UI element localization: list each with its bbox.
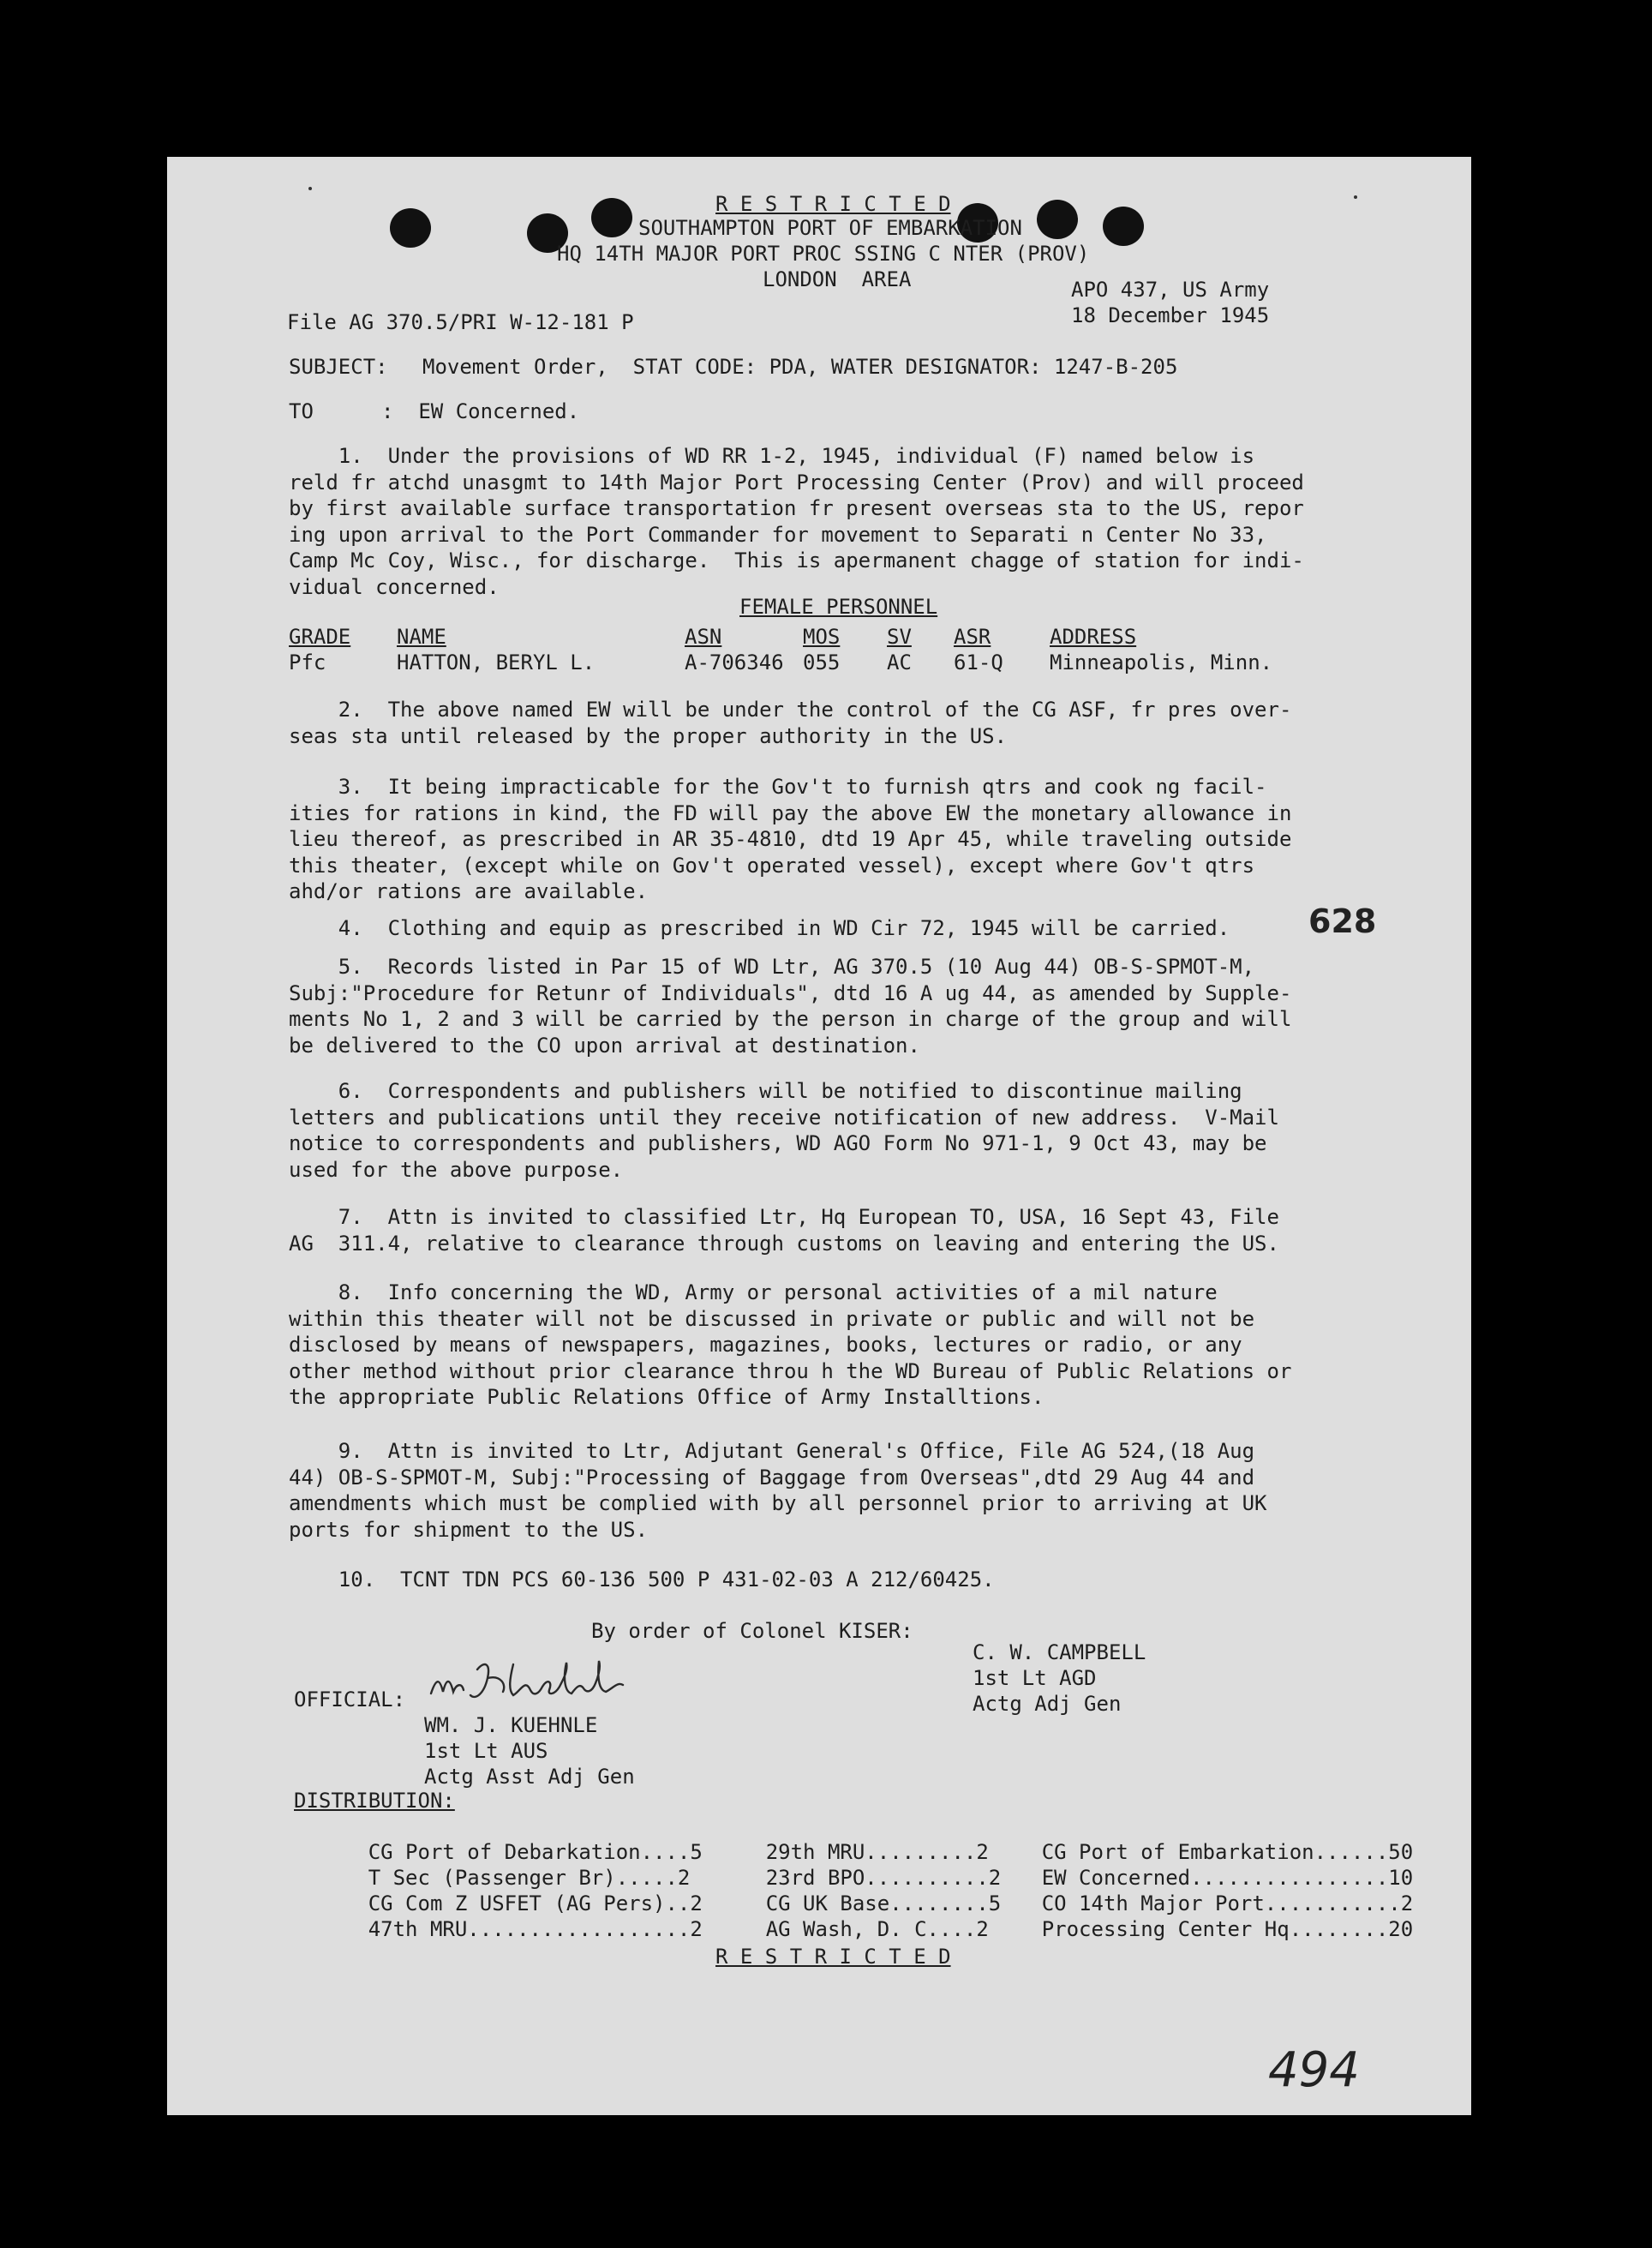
cell-mos: 055 — [803, 650, 841, 674]
paper-speck — [1354, 195, 1357, 199]
header-line2: HQ 14TH MAJOR PORT PROC SSING C NTER (PROV) — [557, 242, 1090, 266]
distribution-entry: CG UK Base........5 — [765, 1891, 1002, 1915]
col-header-address: ADDRESS — [1050, 625, 1137, 649]
paragraph-4: 4. Clothing and equip as prescribed in WD Cir 72, 1945 will be carried. — [289, 916, 1230, 940]
official-title: Actg Asst Adj Gen — [424, 1765, 635, 1789]
paragraph-10: 10. TCNT TDN PCS 60-136 500 P 431-02-03 A 212/60425. — [289, 1568, 995, 1592]
distribution-entry: CG Port of Debarkation....5 — [368, 1840, 703, 1864]
paragraph-3: 3. It being impracticable for the Gov't to furnish qtrs and cook ng facil- ities for rations in kind, the FD will pay the above EW the monetary allowance in lieu thereof, as prescribed in AR 35-4810, dtd 19 Apr 45, while traveling outside this theater, (except while on Gov't operated vessel), except where Gov't qtrs ahd/or rations are available. — [289, 775, 1292, 903]
paper-speck — [308, 187, 312, 190]
cell-asr: 61-Q — [954, 650, 1003, 674]
distribution-entry: 29th MRU.........2 — [765, 1840, 989, 1864]
col-header-grade: GRADE — [289, 625, 351, 649]
col-header-name: NAME — [397, 625, 446, 649]
classification-top: R E S T R I C T E D — [715, 192, 951, 216]
header-line1: SOUTHAMPTON PORT OF EMBARKATION — [638, 216, 1022, 240]
paragraph-5: 5. Records listed in Par 15 of WD Ltr, AG 370.5 (10 Aug 44) OB-S-SPMOT-M, Subj:"Procedure for Retunr of Individuals", dtd 16 A ug 44, as amended by Supple- ments No 1, 2 and 3 will be carried by the person in charge of the group and will be delivered to the CO upon arrival at destination. — [289, 955, 1292, 1058]
page-stamp-628: 628 — [1308, 902, 1377, 940]
order-line: By order of Colonel KISER: — [591, 1619, 913, 1643]
to-label: TO — [289, 399, 314, 423]
official-name: WM. J. KUEHNLE — [424, 1713, 598, 1737]
signer-title: Actg Adj Gen — [973, 1692, 1122, 1716]
col-header-asn: ASN — [685, 625, 722, 649]
col-header-asr: ASR — [954, 625, 991, 649]
classification-bottom: R E S T R I C T E D — [715, 1945, 951, 1969]
official-rank: 1st Lt AUS — [424, 1739, 548, 1763]
distribution-entry: CG Port of Embarkation......50 — [1041, 1840, 1414, 1864]
personnel-section-title: FEMALE PERSONNEL — [739, 595, 938, 619]
paragraph-7: 7. Attn is invited to classified Ltr, Hq European TO, USA, 16 Sept 43, File AG 311.4, relative to clearance through customs on leaving and entering the US. — [289, 1205, 1279, 1256]
distribution-entry: EW Concerned................10 — [1041, 1866, 1414, 1890]
to-text: : EW Concerned. — [381, 399, 580, 423]
signer-name: C. W. CAMPBELL — [973, 1640, 1146, 1664]
distribution-label: DISTRIBUTION: — [294, 1789, 455, 1813]
date-line: 18 December 1945 — [1071, 303, 1270, 327]
cell-sv: AC — [887, 650, 912, 674]
distribution-entry: T Sec (Passenger Br).....2 — [368, 1866, 691, 1890]
cell-address: Minneapolis, Minn. — [1050, 650, 1273, 674]
punch-hole — [591, 198, 632, 237]
cell-name: HATTON, BERYL L. — [397, 650, 596, 674]
paragraph-8: 8. Info concerning the WD, Army or personal activities of a mil nature within this theater will not be discussed in private or public and will not be disclosed by means of newspapers, magazines, books, lectures or radio, or any other method without prior clearance throu h the WD Bureau of Public Relations or the appropriate Public Relations Office of Army Installtions. — [289, 1280, 1292, 1409]
distribution-entry: AG Wash, D. C....2 — [765, 1917, 989, 1941]
paragraph-9: 9. Attn is invited to Ltr, Adjutant General's Office, File AG 524,(18 Aug 44) OB-S-SPMOT-M, Subj:"Processing of Baggage from Overseas",dtd 29 Aug 44 and amendments which must be complied with by all personnel prior to arriving at UK ports for shipment to the US. — [289, 1439, 1267, 1542]
distribution-entry: Processing Center Hq........20 — [1041, 1917, 1414, 1941]
paragraph-1: 1. Under the provisions of WD RR 1-2, 1945, individual (F) named below is reld fr atchd unasgmt to 14th Major Port Processing Center (Prov) and will proceed by first available surface transportation fr present overseas sta to the US, repor ing upon arrival to the Port Commander for movement to Separati n Center No 33, Camp Mc Coy, Wisc., for discharge. This is apermanent chagge of station for indi- vidual concerned. — [289, 444, 1304, 599]
handwritten-page-number: 494 — [1268, 2042, 1360, 2098]
distribution-entry: CG Com Z USFET (AG Pers)..2 — [368, 1891, 703, 1915]
subject-label: SUBJECT: — [289, 355, 388, 379]
punch-hole — [390, 208, 431, 248]
cell-asn: A-706346 — [685, 650, 784, 674]
col-header-mos: MOS — [803, 625, 841, 649]
official-signature — [424, 1652, 681, 1712]
official-label: OFFICIAL: — [294, 1687, 406, 1711]
punch-hole — [1037, 200, 1078, 239]
cell-grade: Pfc — [289, 650, 326, 674]
document-page — [167, 157, 1471, 2115]
punch-hole — [1103, 207, 1144, 246]
paragraph-2: 2. The above named EW will be under the control of the CG ASF, fr pres over- seas sta until released by the proper authority in the US. — [289, 698, 1292, 748]
signer-rank: 1st Lt AGD — [973, 1666, 1097, 1690]
file-reference: File AG 370.5/PRI W-12-181 P — [287, 310, 634, 334]
header-line3: LONDON AREA — [763, 267, 912, 291]
col-header-sv: SV — [887, 625, 912, 649]
apo-line: APO 437, US Army — [1071, 278, 1270, 302]
distribution-entry: 23rd BPO..........2 — [765, 1866, 1002, 1890]
distribution-entry: CO 14th Major Port...........2 — [1041, 1891, 1414, 1915]
paragraph-6: 6. Correspondents and publishers will be notified to discontinue mailing letters and publications until they receive notification of new address. V-Mail notice to correspondents and publishers, WD AGO Form No 971-1, 9 Oct 43, may be used for the above purpose. — [289, 1079, 1279, 1182]
subject-text: Movement Order, STAT CODE: PDA, WATER DESIGNATOR: 1247-B-205 — [422, 355, 1178, 379]
distribution-entry: 47th MRU..................2 — [368, 1917, 703, 1941]
